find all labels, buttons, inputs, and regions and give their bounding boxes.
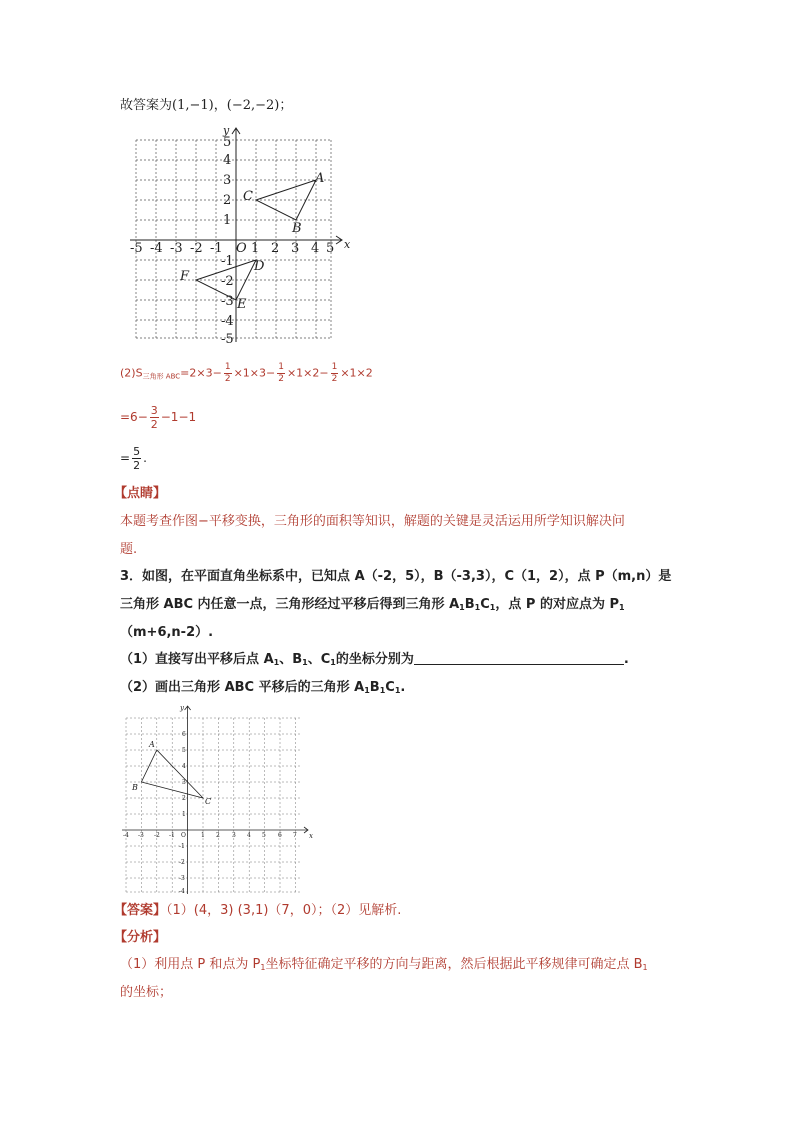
graph2-x-tick: -3 bbox=[138, 832, 144, 839]
graph1-point-d: D bbox=[254, 259, 265, 274]
graph2-y-tick: -2 bbox=[179, 859, 185, 866]
graph2-y-tick: 4 bbox=[182, 763, 186, 770]
graph2-y-tick: 1 bbox=[182, 811, 186, 818]
area-line3-b: . bbox=[143, 451, 147, 465]
graph1-x-tick: 2 bbox=[271, 241, 280, 256]
graph2-point-a: A bbox=[149, 740, 155, 749]
graph2-x-label: x bbox=[309, 832, 313, 840]
graph2-x-tick: 7 bbox=[293, 832, 297, 839]
answer-body: （1）(4，3) (3,1)（7，0）；（2）见解析. bbox=[166, 903, 402, 918]
graph2-x-tick: 1 bbox=[201, 832, 205, 839]
q3-sub-1: （1）直接写出平移后点 $A_1$、$B_1$、$C_1$的坐标分别为 . bbox=[120, 652, 629, 667]
analysis-line-2: 的坐标； bbox=[120, 985, 173, 1000]
graph2-x-tick: 4 bbox=[247, 832, 251, 839]
graph2-point-c: C bbox=[205, 797, 212, 806]
graph2-y-tick: 5 bbox=[182, 747, 186, 754]
graph2-x-tick: 2 bbox=[216, 832, 220, 839]
graph1-x-tick: -4 bbox=[150, 241, 163, 256]
answer-point-1: (1,−1) bbox=[172, 98, 214, 113]
analysis-heading: 【分析】 bbox=[114, 930, 167, 945]
area-expr-a: =2×3− bbox=[180, 366, 222, 380]
graph2-point-b: B bbox=[132, 783, 138, 792]
area-fraction: $\frac{1}{2}$ bbox=[331, 362, 338, 384]
graph1-y-tick: 4 bbox=[223, 153, 232, 168]
graph1-x-tick: 5 bbox=[326, 241, 335, 256]
graph2-x-tick: -1 bbox=[169, 832, 175, 839]
graph1-point-a: A bbox=[315, 171, 325, 186]
graph1-y-tick: 1 bbox=[223, 213, 232, 228]
graph2-x-tick: -2 bbox=[154, 832, 160, 839]
graph1-x-tick: -3 bbox=[170, 241, 183, 256]
answer-section bbox=[114, 901, 401, 921]
graph1-x-tick: -2 bbox=[190, 241, 203, 256]
graph1-point-c: C bbox=[243, 189, 253, 204]
graph2-origin: O bbox=[181, 832, 186, 839]
area-prefix: (2)S bbox=[120, 366, 143, 380]
area-expr-c: ×1×2− bbox=[286, 366, 329, 380]
answer-blank[interactable] bbox=[414, 650, 624, 665]
graph2-y-tick: -4 bbox=[179, 888, 185, 895]
analysis-line-1: （1）利用点 P 和点为 $P_1$坐标特征确定平移的方向与距离，然后根据此平移规律可确定点 $B_1$ bbox=[120, 957, 648, 972]
graph1-x-label: x bbox=[344, 238, 351, 251]
graph2-y-label: y bbox=[180, 704, 184, 712]
answer-heading: 【答案】 bbox=[114, 903, 167, 918]
graph2-x-tick: 5 bbox=[262, 832, 266, 839]
graph1-x-tick: -5 bbox=[130, 241, 143, 256]
area-fraction: $\frac{1}{2}$ bbox=[278, 362, 284, 384]
dianjing-body-2: 题. bbox=[120, 542, 138, 557]
graph1-y-tick: 3 bbox=[223, 173, 232, 188]
area-fraction: $\frac{5}{2}$ bbox=[133, 445, 141, 472]
area-line-3 bbox=[120, 445, 147, 472]
graph1-point-b: B bbox=[292, 221, 302, 236]
dianjing-heading: 【点睛】 bbox=[114, 486, 167, 501]
graph2-y-tick: -1 bbox=[179, 843, 185, 850]
graph1-y-tick: -2 bbox=[221, 274, 234, 289]
graph1-x-tick: 1 bbox=[251, 241, 260, 256]
area-line-2 bbox=[120, 404, 196, 431]
answer-end: ； bbox=[279, 98, 293, 113]
area-line2-a: =6− bbox=[120, 410, 148, 424]
q3-line-1: 3．如图，在平面直角坐标系中，已知点 A（-2，5），B（-3,3），C（1，2），点 P（m,n）是 bbox=[120, 569, 672, 584]
graph1-y-tick: -3 bbox=[221, 294, 234, 309]
coordinate-graph-2 bbox=[120, 700, 320, 895]
dianjing-body-1: 本题考查作图−平移变换，三角形的面积等知识，解题的关键是灵活运用所学知识解决问 bbox=[120, 514, 625, 529]
area-line3-a: = bbox=[120, 451, 131, 465]
graph1-x-tick: 3 bbox=[291, 241, 300, 256]
graph1-point-e: E bbox=[237, 297, 247, 312]
answer-line bbox=[120, 96, 292, 116]
graph2-x-tick: 3 bbox=[232, 832, 236, 839]
answer-separator: ， bbox=[213, 98, 227, 113]
graph1-point-f: F bbox=[180, 269, 190, 284]
area-expr-b: ×1×3− bbox=[233, 366, 276, 380]
q3-sub-2: （2）画出三角形 ABC 平移后的三角形 $A_1B_1C_1$. bbox=[120, 680, 406, 695]
graph1-y-tick: -5 bbox=[221, 332, 234, 345]
graph1-y-tick: 5 bbox=[223, 135, 232, 150]
graph1-x-tick: 4 bbox=[311, 241, 320, 256]
area-fraction: $\frac{1}{2}$ bbox=[224, 362, 231, 384]
area-line-1 bbox=[120, 362, 373, 387]
graph2-y-tick: 6 bbox=[182, 731, 186, 738]
coordinate-graph-1 bbox=[120, 120, 360, 345]
graph2-y-tick: 2 bbox=[182, 795, 186, 802]
graph1-y-tick: -4 bbox=[221, 314, 234, 329]
area-expr-d: ×1×2 bbox=[340, 366, 373, 380]
graph1-y-tick: -1 bbox=[221, 254, 234, 269]
q3-line-2: 三角形 ABC 内任意一点，三角形经过平移后得到三角形 $A_1B_1C_1$，点 P 的对应点为 $P_1$ bbox=[120, 597, 625, 612]
answer-point-2: (−2,−2) bbox=[226, 98, 280, 113]
graph1-y-label: y bbox=[223, 124, 230, 137]
q3-line-3: （m+6,n-2）. bbox=[120, 625, 214, 640]
graph1-y-tick: 2 bbox=[223, 193, 232, 208]
answer-prefix: 故答案为 bbox=[120, 98, 173, 113]
graph2-y-tick: -3 bbox=[179, 875, 185, 882]
graph2-x-tick: -4 bbox=[123, 832, 129, 839]
graph1-x-tick: -1 bbox=[210, 241, 223, 256]
graph2-x-tick: 6 bbox=[278, 832, 282, 839]
area-line2-b: −1−1 bbox=[160, 410, 197, 424]
graph2-y-tick: 3 bbox=[182, 779, 186, 786]
area-fraction: $\frac{3}{2}$ bbox=[150, 404, 158, 431]
area-subscript: 三角形 ABC bbox=[142, 372, 181, 381]
graph1-origin: O bbox=[236, 241, 247, 256]
